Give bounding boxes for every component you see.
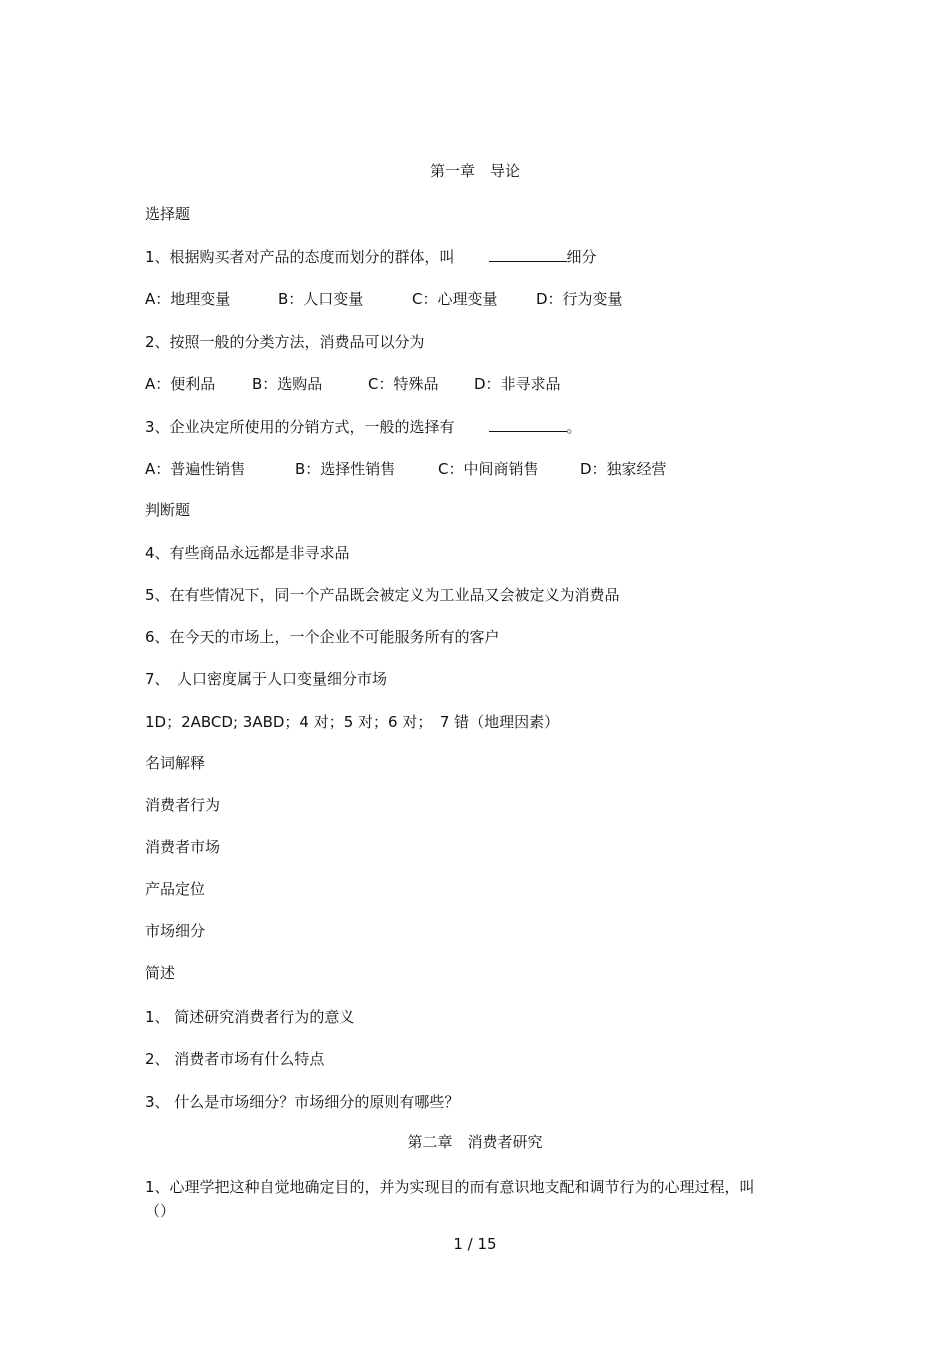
q3-option-c: C：中间商销售	[438, 460, 539, 478]
section-judge-heading: 判断题	[145, 501, 191, 519]
q2-option-b: B：选购品	[252, 375, 323, 393]
q2-option-c: C：特殊品	[368, 375, 439, 393]
question-3-suffix: 。	[566, 418, 582, 436]
section-short-heading: 简述	[145, 964, 176, 982]
q3-option-a: A：普遍性销售	[145, 460, 246, 478]
section-choice-heading: 选择题	[145, 205, 191, 223]
term-item: 消费者行为	[145, 796, 221, 814]
question-3	[145, 417, 582, 437]
chapter2-title: 第二章 消费者研究	[407, 1133, 543, 1151]
q2-option-d: D：非寻求品	[474, 375, 561, 393]
question-1-suffix: 细分	[566, 248, 597, 266]
judge-item-6: 6、在今天的市场上，一个企业不可能服务所有的客户	[145, 628, 500, 646]
answer-key: 1D；2ABCD; 3ABD；4 对；5 对；6 对； 7 错（地理因素）	[145, 713, 560, 731]
question-1-text: 1、根据购买者对产品的态度而划分的群体，叫	[145, 248, 455, 266]
chapter2-question-1: 1、心理学把这种自觉地确定目的，并为实现目的而有意识地支配和调节行为的心理过程，叫（）	[145, 1178, 755, 1220]
q2-option-a: A：便利品	[145, 375, 216, 393]
q1-option-a: A：地理变量	[145, 290, 231, 308]
question-1	[145, 247, 597, 267]
short-question-3: 3、 什么是市场细分？市场细分的原则有哪些？	[145, 1093, 460, 1111]
short-question-1: 1、 简述研究消费者行为的意义	[145, 1008, 355, 1026]
answer-blank	[489, 247, 567, 262]
q1-option-c: C：心理变量	[412, 290, 498, 308]
answer-blank	[489, 417, 567, 432]
judge-item-4: 4、有些商品永远都是非寻求品	[145, 544, 350, 562]
q3-option-d: D：独家经营	[580, 460, 667, 478]
judge-item-5: 5、在有些情况下，同一个产品既会被定义为工业品又会被定义为消费品	[145, 586, 620, 604]
chapter1-title: 第一章 导论	[429, 162, 520, 180]
term-item: 消费者市场	[145, 838, 221, 856]
section-terms-heading: 名词解释	[145, 754, 206, 772]
question-3-text: 3、企业决定所使用的分销方式，一般的选择有	[145, 418, 455, 436]
term-item: 产品定位	[145, 880, 206, 898]
page-number: 1 / 15	[453, 1235, 497, 1253]
judge-item-7: 7、 人口密度属于人口变量细分市场	[145, 670, 388, 688]
q1-option-d: D：行为变量	[536, 290, 623, 308]
term-item: 市场细分	[145, 922, 206, 940]
question-2: 2、按照一般的分类方法，消费品可以分为	[145, 333, 425, 351]
q3-option-b: B：选择性销售	[295, 460, 396, 478]
short-question-2: 2、 消费者市场有什么特点	[145, 1050, 325, 1068]
q1-option-b: B：人口变量	[278, 290, 364, 308]
